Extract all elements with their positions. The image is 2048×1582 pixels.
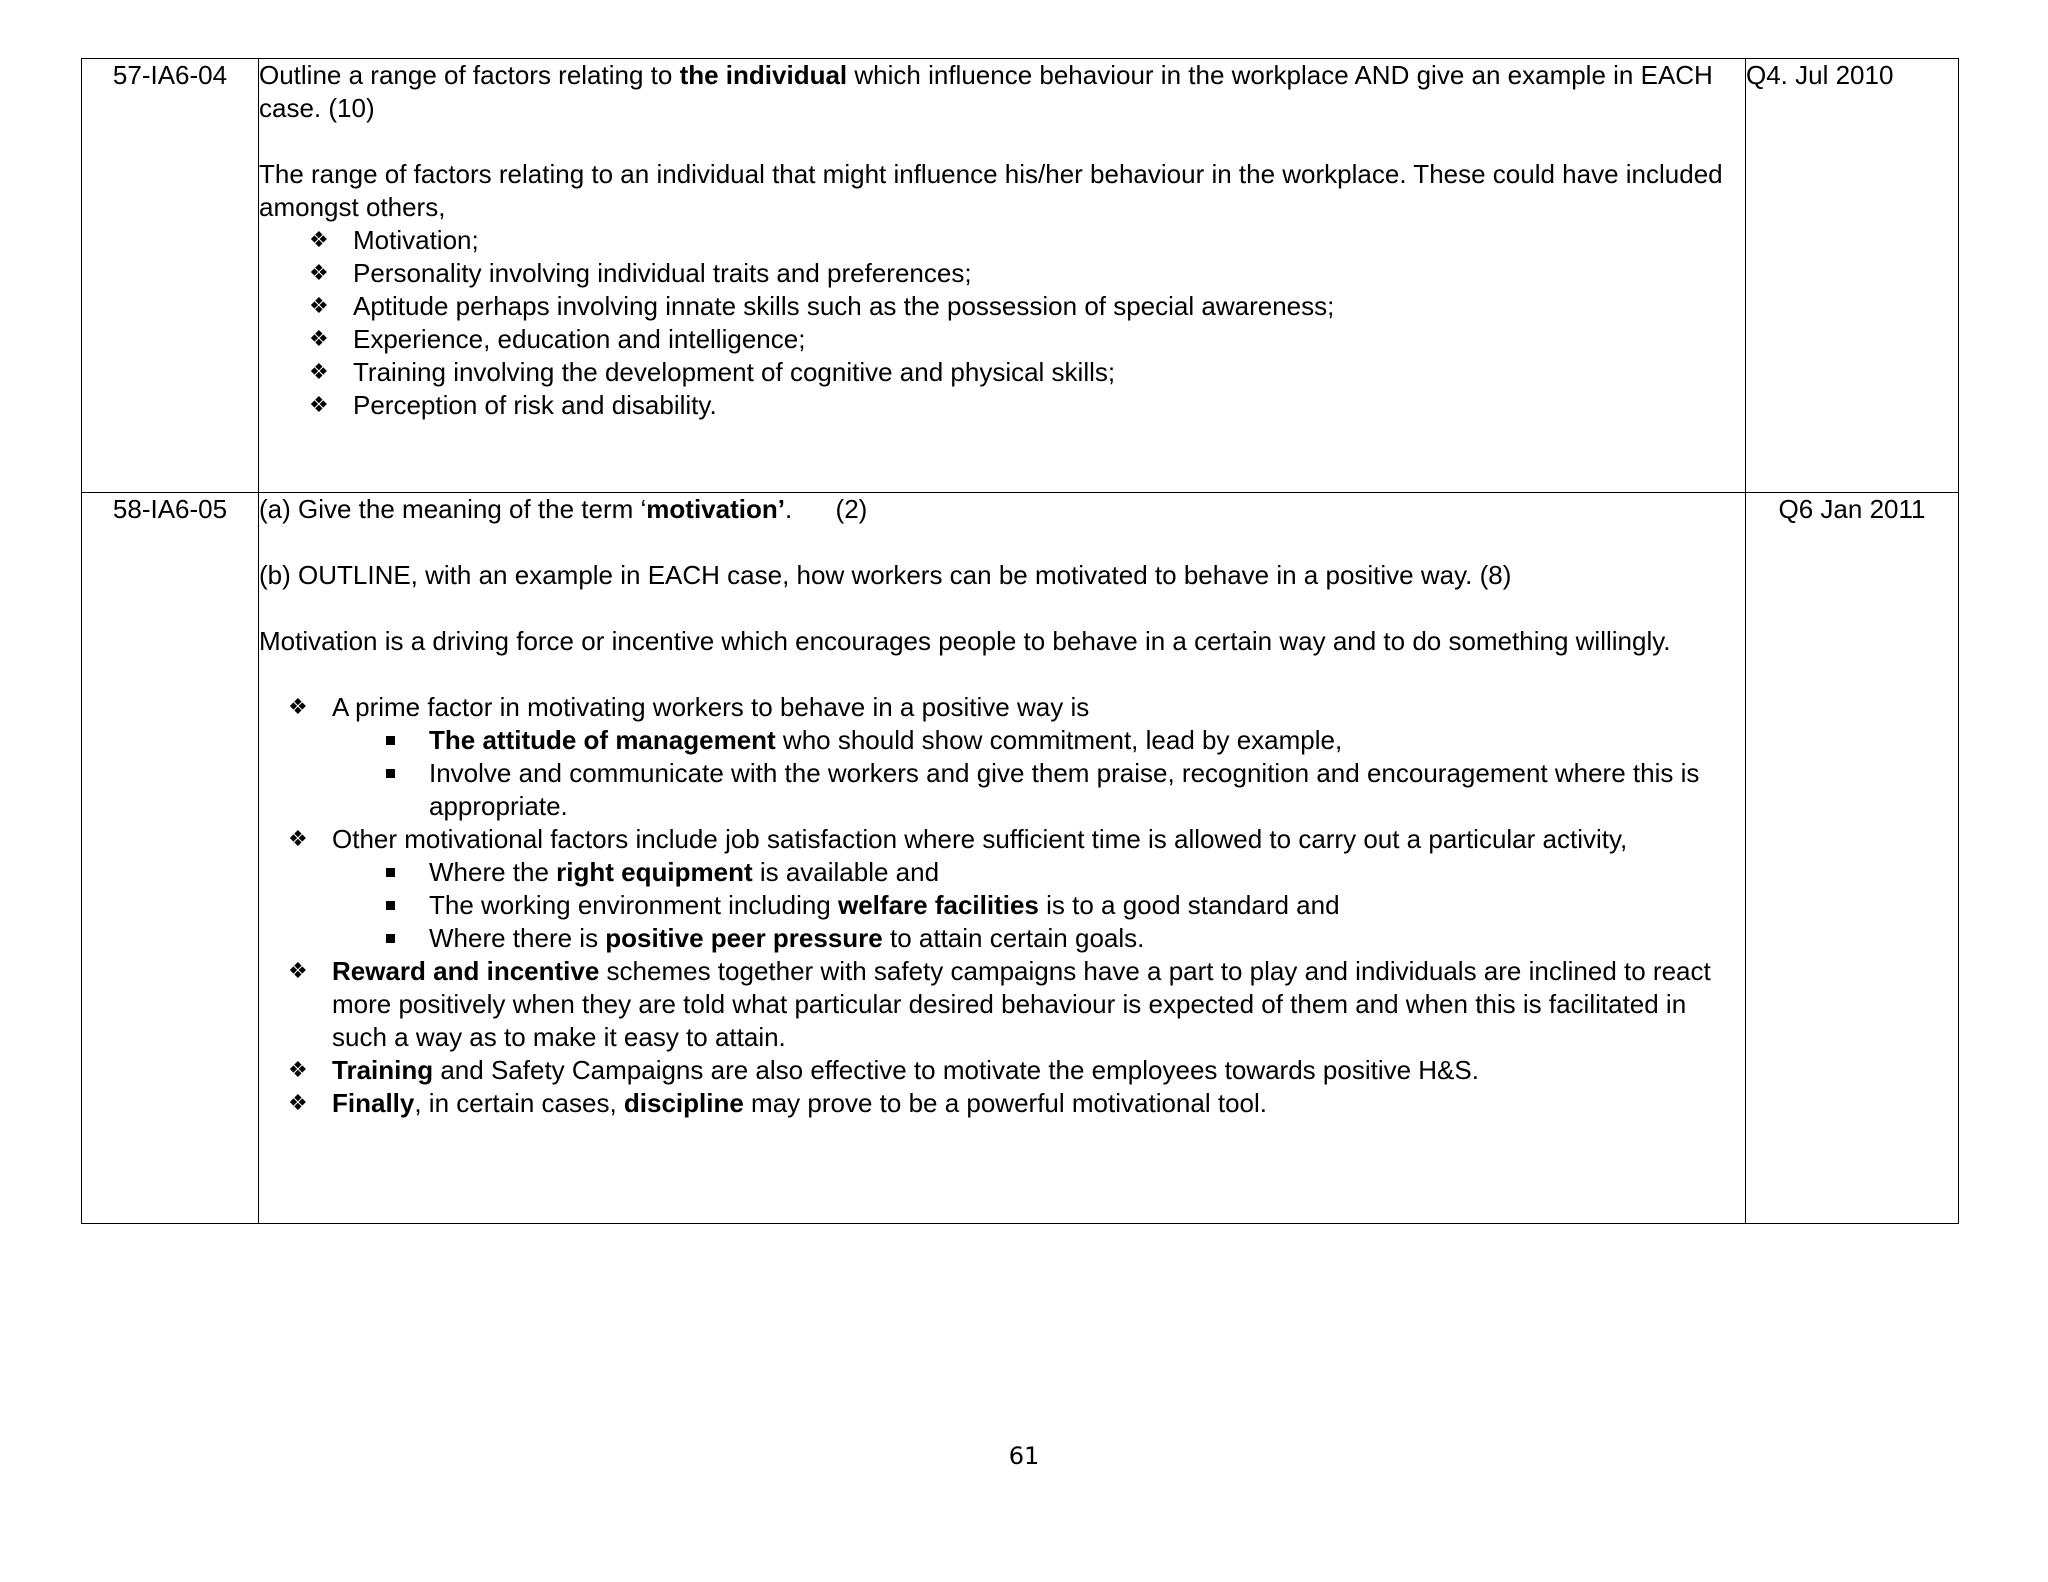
question-b: (b) OUTLINE, with an example in EACH case, how workers can be motivated to behave in a positive way. (8) [259,560,1512,590]
list-item [259,257,1745,290]
sub-item-text: who should show commitment, lead by example, [775,725,1343,755]
list-item-text: Experience, education and intelligence; [353,324,806,354]
list-item [259,1054,1745,1087]
list-item-text: Motivation; [353,225,479,255]
motivation-definition: Motivation is a driving force or incentive which encourages people to behave in a certain way and to do something willingly. [259,626,1671,656]
diamond-bullet-icon: ❖ [309,228,329,253]
emphasis: The attitude of management [429,725,776,755]
sub-item-text: to attain certain goals. [882,923,1145,953]
question-text-part: which influence behaviour in the workplace AND give an example in EACH case. (10) [259,60,1713,123]
ref-cell [82,493,259,1224]
emphasis: right equipment [556,857,753,887]
sub-list-item [332,724,1745,757]
list-item [259,323,1745,356]
motivation-list [259,691,1745,1120]
list-item-text: Aptitude perhaps involving innate skills such as the possession of special awareness; [353,291,1335,321]
sub-item-text: is available and [752,857,940,887]
emphasis: positive peer pressure [605,923,883,953]
emphasis: Reward and incentive [332,956,600,986]
square-bullet-icon [386,736,395,745]
emphasis: Finally [332,1088,415,1118]
square-bullet-icon [386,868,395,877]
list-item-text: may prove to be a powerful motivational tool. [743,1088,1267,1118]
diamond-bullet-icon: ❖ [309,393,329,418]
sub-list-item [332,856,1745,889]
list-item [259,389,1745,422]
diamond-bullet-icon: ❖ [288,1091,308,1116]
square-bullet-icon [386,769,395,778]
table-row [82,493,1959,1224]
question-ref: 57-IA6-04 [112,60,228,90]
list-item-text: Perception of risk and disability. [353,390,717,420]
emphasis: discipline [623,1088,744,1118]
list-item [259,290,1745,323]
sub-item-text: Where the [429,857,557,887]
question-ref: 58-IA6-05 [112,494,228,524]
diamond-bullet-icon: ❖ [309,327,329,352]
list-item-text: , in certain cases, [414,1088,624,1118]
diamond-bullet-icon: ❖ [309,261,329,286]
question-emphasis: the individual [679,60,848,90]
question-emphasis: motivation’ [646,494,785,524]
question-text-part: Outline a range of factors relating to [259,60,680,90]
question-text-part: . (2) [784,494,868,524]
square-bullet-icon [386,901,395,910]
list-item-text: schemes together with safety campaigns have a part to play and individuals are inclined to react more positively when they are told what particular desired behaviour is expected of them and when this is facilitated in such a way as to make it easy to attain. [332,956,1711,1052]
factor-list [259,224,1745,422]
source-cell [1746,493,1959,1224]
source-cell [1746,59,1959,493]
question-source: Q4. Jul 2010 [1746,60,1894,90]
question-text [259,59,1745,125]
list-item-text: Other motivational factors include job satisfaction where sufficient time is allowed to carry out a particular activity, [332,824,1628,854]
list-item [259,224,1745,257]
emphasis: welfare facilities [838,890,1039,920]
answer-cell [259,493,1746,1224]
list-item-text: A prime factor in motivating workers to behave in a positive way is [332,692,1090,722]
list-item [259,823,1745,955]
sub-list-item [332,757,1745,823]
table-row [82,59,1959,493]
sub-list-item [332,889,1745,922]
sub-item-text: Involve and communicate with the workers and give them praise, recognition and encouragement where this is appropriate. [429,758,1700,821]
list-item [259,1087,1745,1120]
list-item-text: and Safety Campaigns are also effective to motivate the employees towards positive H&S. [433,1055,1479,1085]
emphasis: Training [332,1055,434,1085]
diamond-bullet-icon: ❖ [288,959,308,984]
list-item-text: Personality involving individual traits and preferences; [353,258,972,288]
diamond-bullet-icon: ❖ [309,294,329,319]
ref-cell [82,59,259,493]
sub-list [332,856,1745,955]
sub-item-text: is to a good standard and [1038,890,1340,920]
page-number: 61 [1008,1442,1040,1470]
list-item [259,691,1745,823]
sub-list-item [332,922,1745,955]
answer-cell [259,59,1746,493]
question-source: Q6 Jan 2011 [1778,494,1926,524]
question-a [259,493,1745,526]
sub-item-text: Where there is [429,923,606,953]
list-item-text: Training involving the development of cognitive and physical skills; [353,357,1116,387]
diamond-bullet-icon: ❖ [288,695,308,720]
diamond-bullet-icon: ❖ [288,827,308,852]
square-bullet-icon [386,934,395,943]
answer-intro: The range of factors relating to an individual that might influence his/her behaviour in the workplace. These could have included amongst others, [259,159,1723,222]
questions-table [81,58,1959,1224]
question-text-part: (a) Give the meaning of the term ‘ [259,494,647,524]
diamond-bullet-icon: ❖ [309,360,329,385]
sub-list [332,724,1745,823]
sub-item-text: The working environment including [429,890,838,920]
list-item [259,955,1745,1054]
list-item [259,356,1745,389]
diamond-bullet-icon: ❖ [288,1058,308,1083]
